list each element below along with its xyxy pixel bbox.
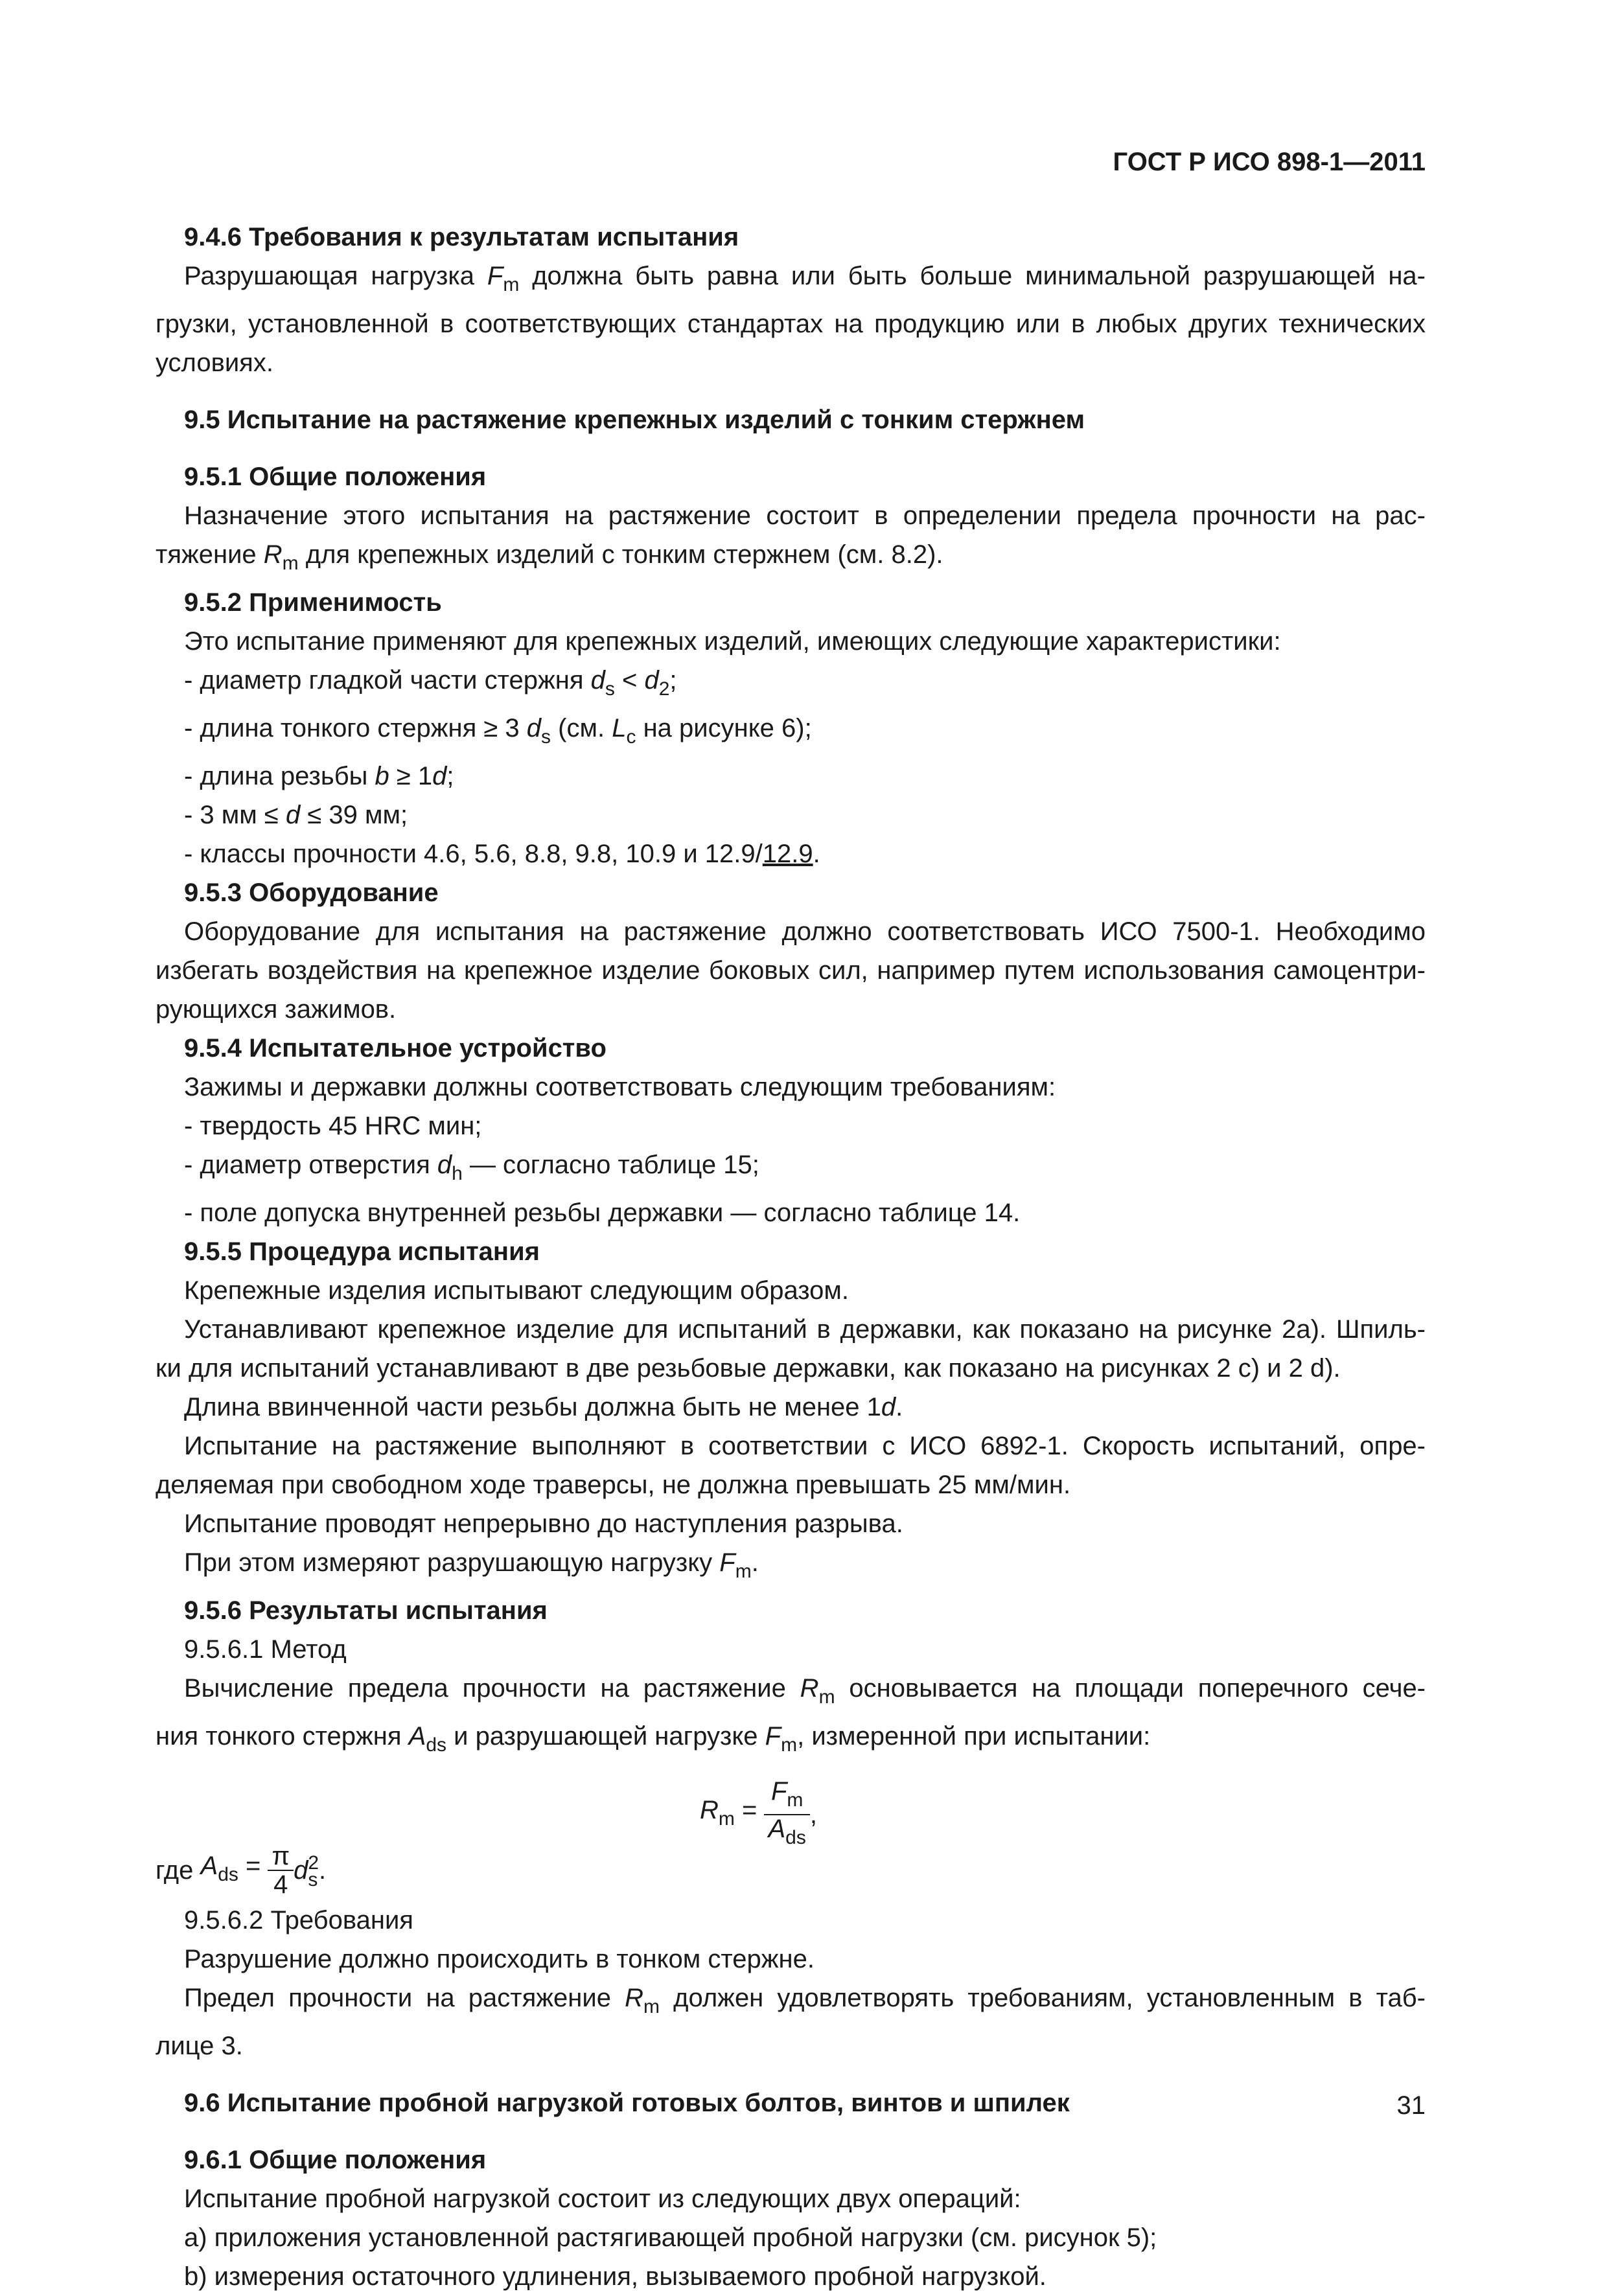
section-9-5-1-title: 9.5.1 Общие положения (184, 463, 487, 491)
page-number: 31 (1396, 2091, 1426, 2120)
formula-rm: $R_m$ = $\frac{F_m}{A_{ds}}$ , (156, 1765, 1426, 1843)
section-9-5-2-title: 9.5.2 Применимость (184, 588, 442, 617)
page-content (156, 218, 1426, 2296)
section-9-5-3-text-line: Оборудование для испытания на растяжение должно соответствовать ИСО 7500-1. Необходимо (184, 917, 1426, 946)
section-9-6-1-intro: Испытание пробной нагрузкой состоит из следующих двух операций: (184, 2185, 1021, 2213)
section-9-5-3-text-line: рующихся зажимов. (156, 995, 397, 1024)
list-item: - поле допуска внутренней резьбы державки — согласно таблице 14. (184, 1199, 1021, 1227)
subsection-9-5-6-2: 9.5.6.2 Требования (184, 1906, 413, 1934)
section-9-5-4-title: 9.5.4 Испытательное устройство (184, 1034, 607, 1062)
section-9-5-2-intro: Это испытание применяют для крепежных изделий, имеющих следующие характеристики: (184, 627, 1281, 656)
section-9-5-3-title: 9.5.3 Оборудование (184, 878, 439, 907)
section-9-4-6-text-line: грузки, установленной в соответствующих стандартах на продукцию или в любых других технических (156, 310, 1426, 338)
section-9-5-5-text-line: Испытание проводят непрерывно до наступления разрыва. (184, 1510, 903, 1538)
list-item: - классы прочности 4.6, 5.6, 8.8, 9.8, 10.9 и 12.9/12.9. (184, 840, 820, 868)
document-header: ГОСТ Р ИСО 898-1—2011 (1113, 148, 1426, 176)
section-9-5-6-text-line: Предел прочности на растяжение $R_m$ должен удовлетворять требованиям, установленным в таб- (184, 1984, 1426, 2017)
section-9-6-title: 9.6 Испытание пробной нагрузкой готовых болтов, винтов и шпилек (184, 2089, 1070, 2117)
section-9-4-6-title: 9.4.6 Требования к результатам испытания (184, 223, 739, 251)
formula-ads: где $A_{ds}$ = $\frac{\pi}{4}$ d 2 s . (156, 1842, 327, 1899)
section-9-4-6-text-line: условиях. (156, 349, 273, 377)
subsection-9-5-6-1: 9.5.6.1 Метод (184, 1635, 347, 1664)
section-9-5-5-text-line: Испытание на растяжение выполняют в соответствии с ИСО 6892-1. Скорость испытаний, опре- (184, 1432, 1426, 1460)
section-9-5-title: 9.5 Испытание на растяжение крепежных изделий с тонким стержнем (184, 406, 1085, 434)
section-9-5-6-text-line: лице 3. (156, 2032, 243, 2060)
section-9-5-5-text-line: Крепежные изделия испытывают следующим образом. (184, 1276, 850, 1305)
list-item: а) приложения установленной растягивающей пробной нагрузки (см. рисунок 5); (184, 2223, 1157, 2252)
section-9-5-1-text-line: Назначение этого испытания на растяжение состоит в определении предела прочности на рас- (184, 501, 1426, 530)
list-item: - твердость 45 HRC мин; (184, 1112, 482, 1140)
section-9-5-5-text-line: Устанавливают крепежное изделие для испытаний в державки, как показано на рисунке 2а). Шпиль- (184, 1315, 1426, 1344)
list-item: - 3 мм ≤ d ≤ 39 мм; (184, 801, 408, 829)
fraction-pi-over-four: $\frac{\pi}{4}$ (268, 1843, 294, 1898)
section-9-5-6-text-line: Вычисление предела прочности на растяжение $R_m$ основывается на площади поперечного сече- (184, 1674, 1426, 1708)
section-9-5-1-text-line: тяжение $R_m$ для крепежных изделий с тонким стержнем (см. 8.2). (156, 540, 943, 574)
section-9-5-5-title: 9.5.5 Процедура испытания (184, 1237, 540, 1266)
section-9-5-6-text-line: ния тонкого стержня $A_{ds}$ и разрушающей нагрузке $F_m$, измеренной при испытании: (156, 1722, 1151, 1756)
section-9-5-5-text-line: ки для испытаний устанавливают в две резьбовые державки, как показано на рисунках 2 с) и 2 d). (156, 1354, 1341, 1383)
section-9-5-3-text-line: избегать воздействия на крепежное изделие боковых сил, например путем использования самоцентри- (156, 956, 1426, 985)
section-9-5-4-intro: Зажимы и державки должны соответствовать следующим требованиям: (184, 1073, 1056, 1101)
section-9-5-6-title: 9.5.6 Результаты испытания (184, 1596, 548, 1625)
list-item: - длина резьбы b ≥ 1d; (184, 762, 454, 790)
section-9-6-1-title: 9.6.1 Общие положения (184, 2146, 487, 2174)
section-9-5-5-text-line: Длина ввинченной части резьбы должна быть не менее 1d. (184, 1393, 903, 1421)
section-9-4-6-text-line: Разрушающая нагрузка $F_m$ должна быть равна или быть больше минимальной разрушающей на- (184, 262, 1426, 295)
list-item: - диаметр гладкой части стержня $d_s < d_2$; (184, 666, 677, 700)
fraction-fm-over-ads: $\frac{F_m}{A_{ds}}$ (764, 1778, 809, 1852)
section-9-5-5-text-line: При этом измеряют разрушающую нагрузку $F_m$. (184, 1548, 759, 1582)
list-item: b) измерения остаточного удлинения, вызываемого пробной нагрузкой. (184, 2262, 1046, 2291)
section-9-5-6-text-line: Разрушение должно происходить в тонком стержне. (184, 1945, 815, 1973)
list-item: - длина тонкого стержня ≥ 3 $d_s$ (см. $L_c$ на рисунке 6); (184, 714, 812, 748)
list-item: - диаметр отверстия $d_h$ — согласно таблице 15; (184, 1151, 759, 1184)
section-9-5-5-text-line: деляемая при свободном ходе траверсы, не должна превышать 25 мм/мин. (156, 1471, 1071, 1499)
